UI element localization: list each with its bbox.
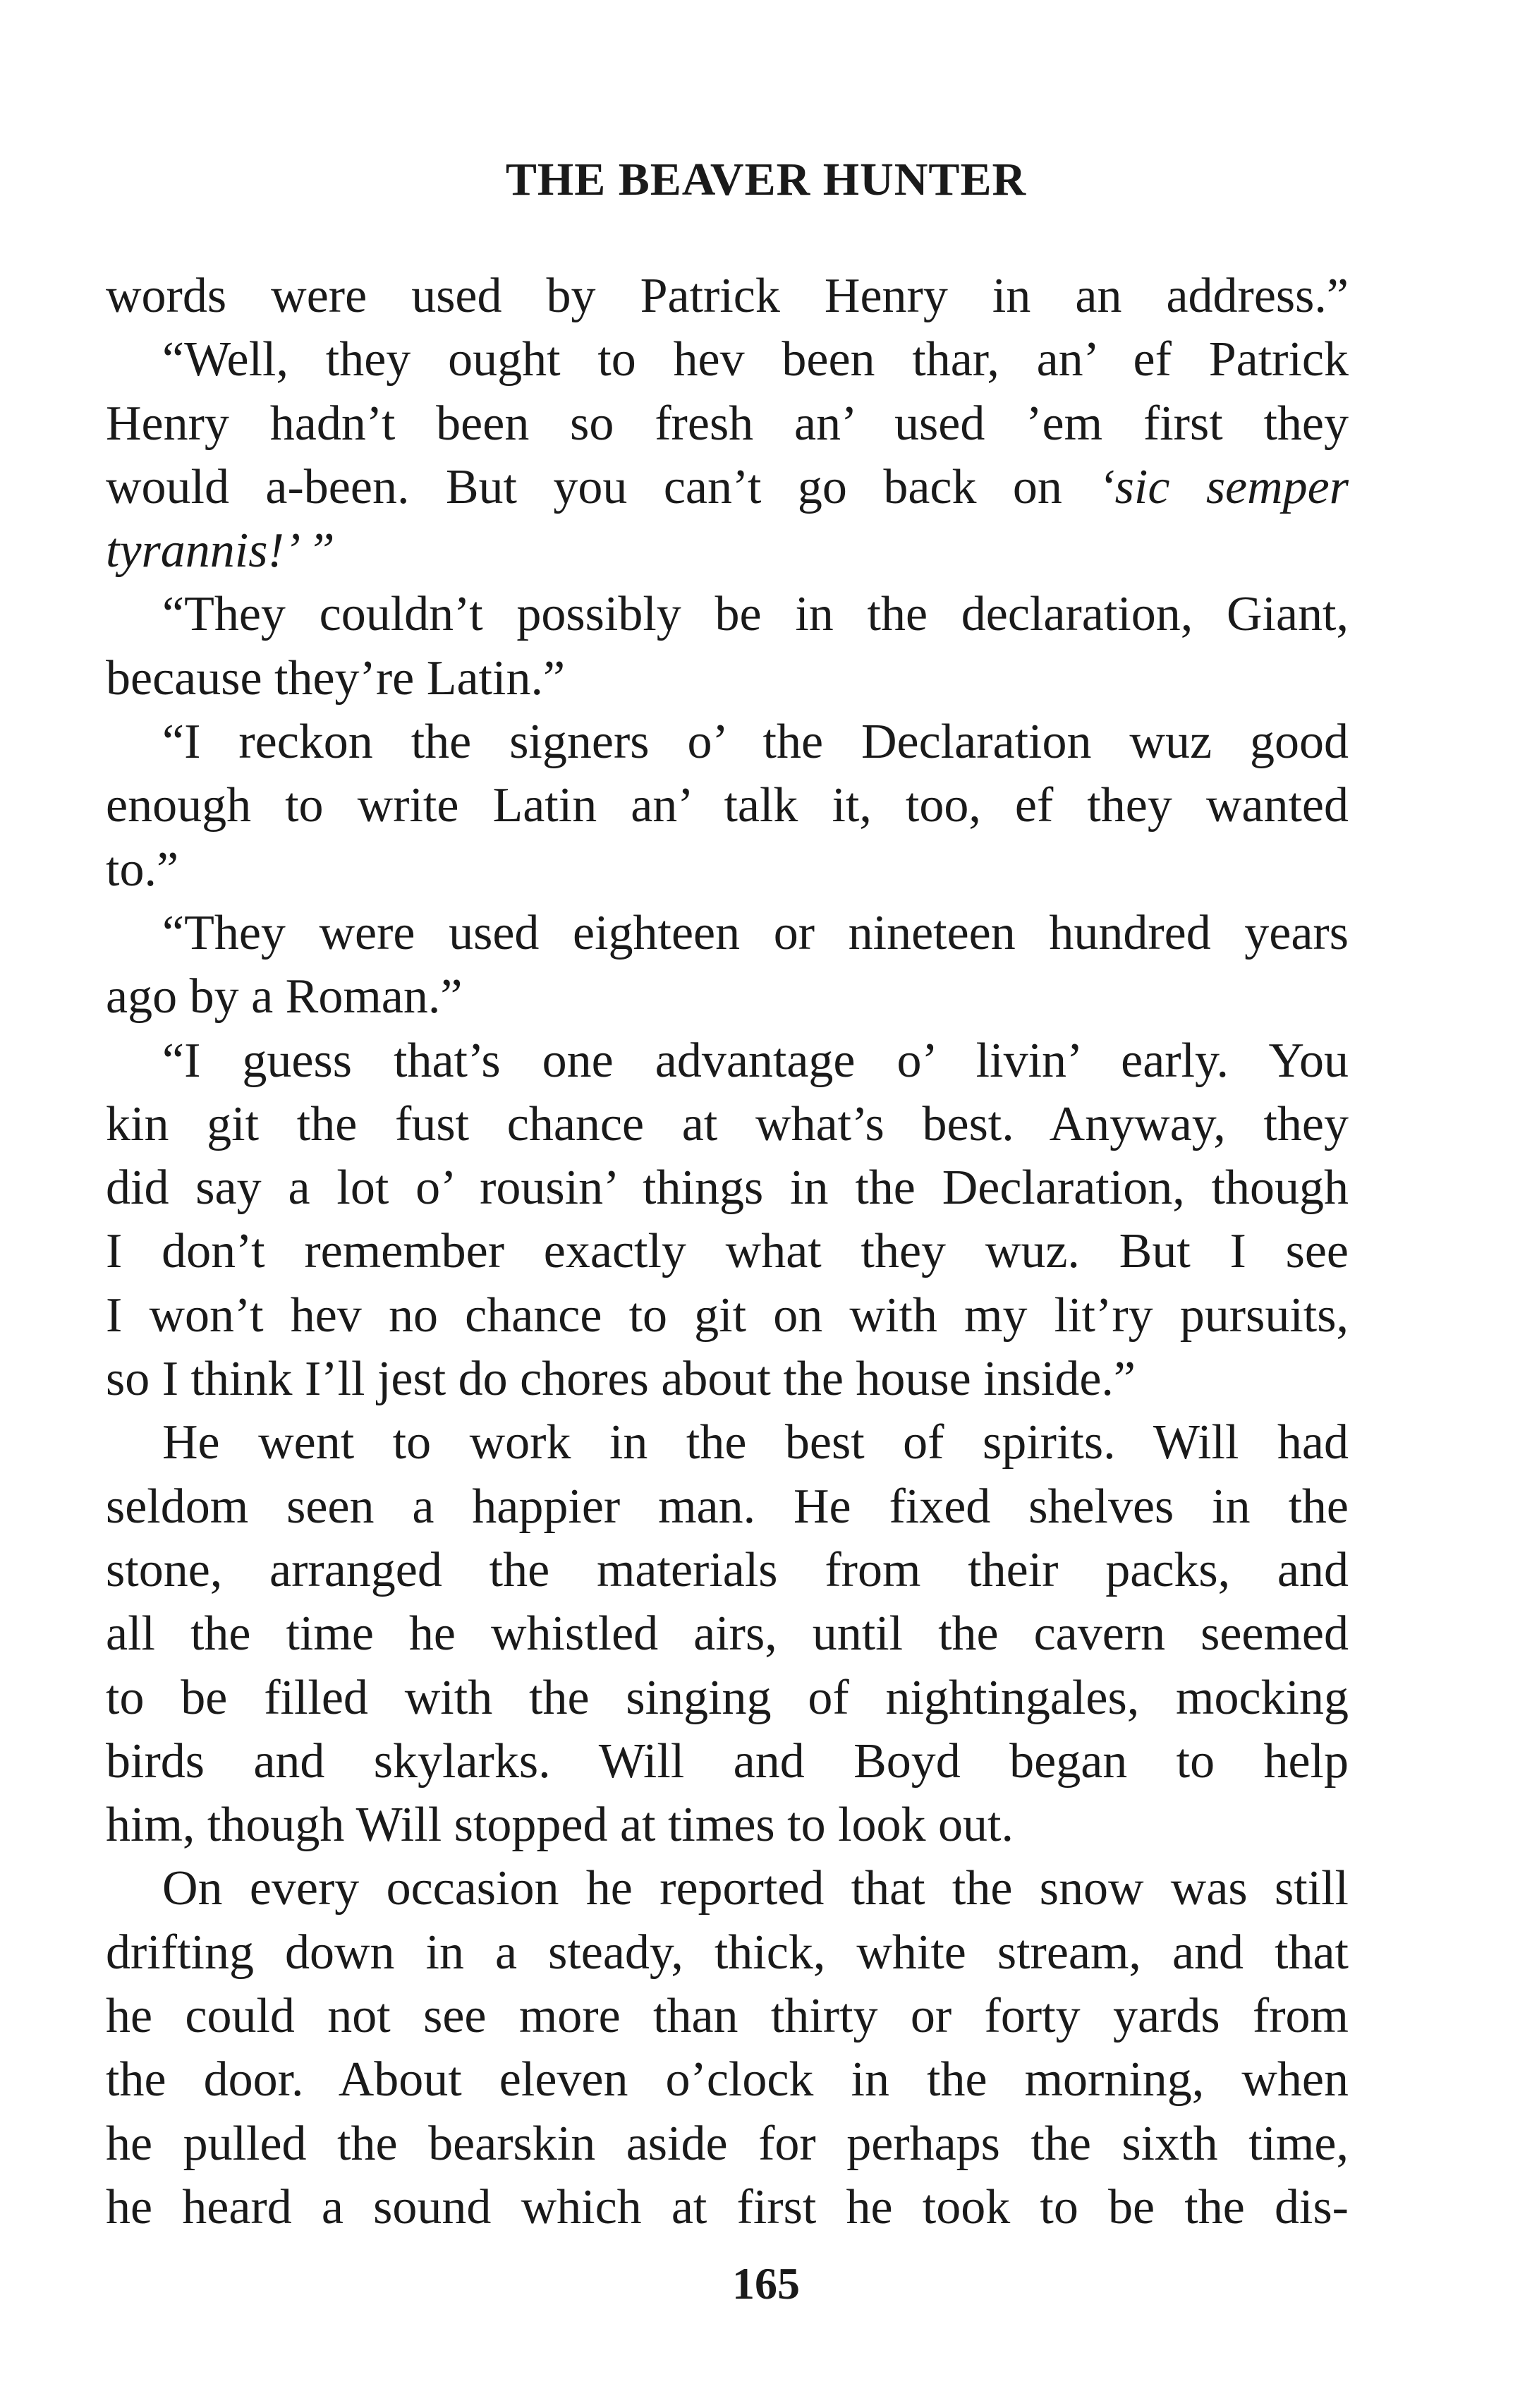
- text-line: drifting down in a steady, thick, white stream, and that: [106, 1925, 1349, 1980]
- text-line: he could not see more than thirty or forty yards from: [106, 1989, 1349, 2044]
- text-line: so I think I’ll jest do chores about the house inside.”: [106, 1352, 1136, 1407]
- text-line: tyrannis!’ ”: [106, 524, 335, 579]
- body-text: [106, 265, 1349, 2239]
- text-line: “I reckon the signers o’ the Declaration wuz good: [162, 715, 1349, 770]
- text-line: I won’t hev no chance to git on with my lit’ry pursuits,: [106, 1288, 1349, 1343]
- text-line: kin git the fust chance at what’s best. Anyway, they: [106, 1096, 1349, 1151]
- text-line: I don’t remember exactly what they wuz. But I see: [106, 1224, 1349, 1279]
- text-line: He went to work in the best of spirits. Will had: [162, 1415, 1349, 1470]
- text-line: On every occasion he reported that the snow was still: [162, 1861, 1349, 1916]
- text-line: stone, arranged the materials from their packs, and: [106, 1542, 1349, 1597]
- text-line: to be filled with the singing of nightingales, mocking: [106, 1670, 1349, 1725]
- text-line: “They were used eighteen or nineteen hundred years: [162, 905, 1349, 960]
- text-line: because they’re Latin.”: [106, 651, 566, 706]
- text-line: he heard a sound which at first he took to be the dis-: [106, 2179, 1349, 2234]
- text-line: words were used by Patrick Henry in an address.”: [106, 269, 1349, 323]
- text-line: ago by a Roman.”: [106, 969, 463, 1024]
- text-line: birds and skylarks. Will and Boyd began to help: [106, 1734, 1349, 1789]
- text-line: “They couldn’t possibly be in the declaration, Giant,: [162, 587, 1349, 642]
- text-line: the door. About eleven o’clock in the morning, when: [106, 2052, 1349, 2107]
- text-line: “Well, they ought to hev been thar, an’ ef Patrick: [162, 332, 1349, 387]
- text-line: “I guess that’s one advantage o’ livin’ early. You: [162, 1033, 1349, 1088]
- text-segment: would a-been. But you can’t go back on: [106, 459, 1099, 514]
- text-line: Henry hadn’t been so fresh an’ used ’em first they: [106, 396, 1349, 451]
- text-line: did say a lot o’ rousin’ things in the Declaration, though: [106, 1161, 1349, 1216]
- text-line: [106, 456, 1349, 519]
- text-line: him, though Will stopped at times to look out.: [106, 1798, 1014, 1853]
- text-line: enough to write Latin an’ talk it, too, ef they wanted: [106, 778, 1349, 833]
- text-line: all the time he whistled airs, until the cavern seemed: [106, 1607, 1349, 1662]
- text-line: he pulled the bearskin aside for perhaps the sixth time,: [106, 2116, 1349, 2171]
- text-line: seldom seen a happier man. He fixed shelves in the: [106, 1479, 1349, 1534]
- page-number: 165: [732, 2258, 800, 2309]
- text-line: to.”: [106, 842, 179, 897]
- italic-segment: ‘sic semper: [1098, 459, 1349, 514]
- running-head: THE BEAVER HUNTER: [505, 154, 1027, 205]
